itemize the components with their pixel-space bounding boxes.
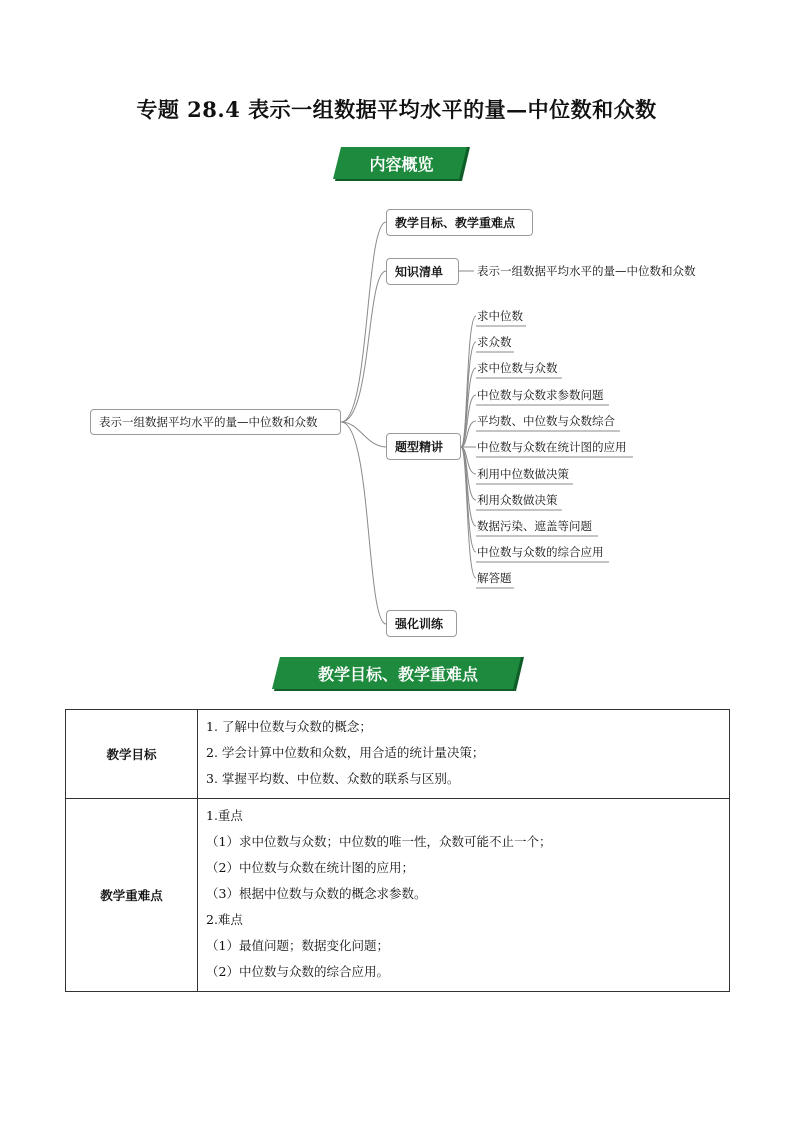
branch-goals: [386, 209, 533, 236]
key-point-line: （2）中位数与众数在统计图的应用；: [206, 860, 414, 875]
topic-item: 中位数与众数的综合应用: [477, 545, 604, 559]
topic-item: 利用众数做决策: [477, 493, 558, 507]
table-row: [66, 799, 730, 992]
branch-question-types: [386, 433, 461, 460]
topic-item: 中位数与众数在统计图的应用: [477, 440, 627, 454]
branch-question-types-label: 题型精讲: [395, 440, 444, 454]
topic-item: 利用中位数做决策: [477, 467, 569, 481]
knowledge-detail: 表示一组数据平均水平的量—中位数和众数: [477, 264, 696, 278]
branch-knowledge: [386, 258, 459, 285]
branch-practice-label: 强化训练: [395, 617, 444, 631]
key-point-line: （2）中位数与众数的综合应用。: [206, 964, 389, 979]
goals-banner-text: 教学目标、教学重难点: [317, 664, 478, 684]
goal-line: 2. 学会计算中位数和众数，用合适的统计量决策；: [206, 745, 485, 760]
key-point-line: 1.重点: [206, 808, 243, 823]
goal-line: 1. 了解中位数与众数的概念；: [206, 719, 372, 734]
key-point-line: （1）最值问题；数据变化问题；: [206, 938, 389, 953]
row-header-key-points: 教学重难点: [66, 799, 198, 992]
goals-banner: [272, 657, 524, 695]
key-point-line: （3）根据中位数与众数的概念求参数。: [206, 886, 427, 901]
goals-content: [198, 710, 730, 799]
topic-item: 解答题: [477, 571, 512, 585]
branch-goals-label: 教学目标、教学重难点: [395, 216, 516, 230]
mindmap-root-label: 表示一组数据平均水平的量—中位数和众数: [99, 415, 318, 429]
table-row: [66, 710, 730, 799]
teaching-goals-table: [65, 709, 730, 992]
page-title: 专题 28.4 表示一组数据平均水平的量—中位数和众数: [136, 97, 657, 122]
topic-item: 数据污染、遮盖等问题: [477, 519, 592, 533]
goal-line: 3. 掌握平均数、中位数、众数的联系与区别。: [206, 771, 460, 786]
row-header-goals: 教学目标: [66, 710, 198, 799]
topic-item: 平均数、中位数与众数综合: [477, 414, 615, 428]
mindmap-root: [90, 409, 341, 435]
branch-practice: [386, 610, 457, 637]
overview-banner-text: 内容概览: [369, 154, 434, 174]
topic-item: 求中位数: [477, 309, 523, 323]
branch-knowledge-label: 知识清单: [395, 265, 444, 279]
topic-item: 求中位数与众数: [477, 361, 558, 375]
key-point-line: 2.难点: [206, 912, 243, 927]
key-points-content: [198, 799, 730, 992]
topic-item: 求众数: [477, 335, 512, 349]
key-point-line: （1）求中位数与众数；中位数的唯一性，众数可能不止一个；: [206, 834, 552, 849]
topic-item: 中位数与众数求参数问题: [477, 388, 604, 402]
